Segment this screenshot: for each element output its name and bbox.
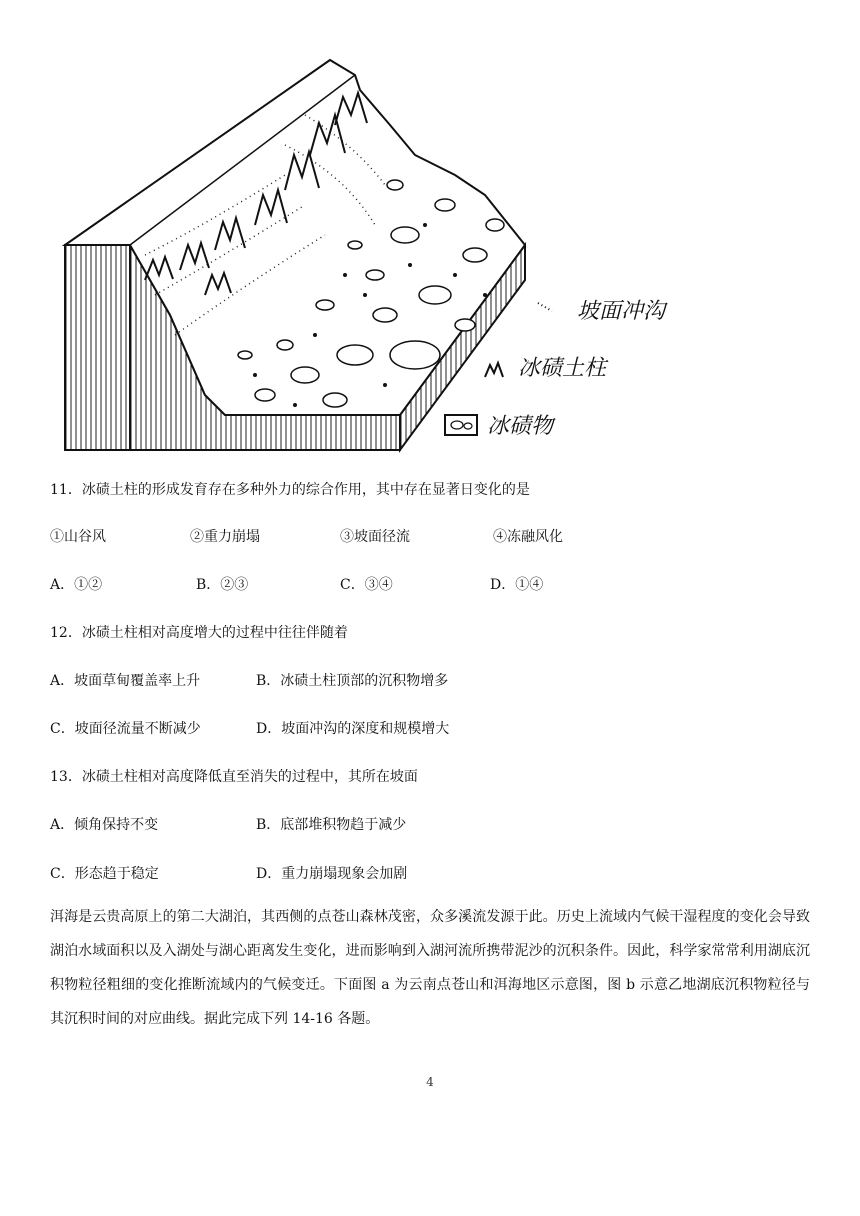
q12-option-b[interactable]: B．冰碛土柱顶部的沉积物增多 <box>256 673 449 689</box>
q11-option-d[interactable]: D．①④ <box>490 577 544 593</box>
q11-item-1: ①山谷风 <box>50 529 106 545</box>
legend-pillar <box>485 356 609 381</box>
q12-option-c[interactable]: C．坡面径流量不断减少 <box>50 721 201 737</box>
legend-deposit-label: 冰碛物 <box>487 414 554 439</box>
gully-legend-icon <box>538 303 552 311</box>
q11-option-a[interactable]: A．①② <box>50 577 103 593</box>
glacial-pillar-diagram <box>55 55 705 455</box>
page-number: 4 <box>426 1075 434 1089</box>
block-diagram-svg <box>55 55 705 455</box>
q11-option-b[interactable]: B．②③ <box>196 577 249 593</box>
q11-stem: 11．冰碛土柱的形成发育存在多种外力的综合作用，其中存在显著日变化的是 <box>50 482 530 498</box>
passage-text: 洱海是云贵高原上的第二大湖泊，其西侧的点苍山森林茂密，众多溪流发源于此。历史上流域内气候干湿程度的变化会导致湖泊水域面积以及入湖处与湖心距离发生变化，进而影响到入湖河流所携带泥沙的沉积条件。因此，科学家常常利用湖底沉积物粒径粗细的变化推断流域内的气候变迁。下面图 a 为云南点苍山和洱海地区示意图，图 b 示意乙地湖底沉积物粒径与其沉积时间的对应曲线。据此完成下列 14-16 各题。 <box>50 909 810 1027</box>
q12-stem: 12．冰碛土柱相对高度增大的过程中往往伴随着 <box>50 625 348 641</box>
q13-option-b[interactable]: B．底部堆积物趋于减少 <box>256 817 407 833</box>
legend-pillar-label: 冰碛土柱 <box>518 356 607 381</box>
q11-item-4: ④冻融风化 <box>493 529 563 545</box>
q12-option-d[interactable]: D．坡面冲沟的深度和规模增大 <box>256 721 450 737</box>
legend-gully <box>538 299 668 324</box>
pillar-legend-icon <box>485 363 503 377</box>
q13-option-c[interactable]: C．形态趋于稳定 <box>50 866 159 882</box>
q12-option-a[interactable]: A．坡面草甸覆盖率上升 <box>50 673 201 689</box>
q11-item-2: ②重力崩塌 <box>190 529 260 545</box>
legend-gully-label: 坡面冲沟 <box>577 299 666 324</box>
legend-deposit <box>445 414 556 439</box>
q11-item-3: ③坡面径流 <box>340 529 410 545</box>
q13-option-a[interactable]: A．倾角保持不变 <box>50 817 159 833</box>
q13-stem: 13．冰碛土柱相对高度降低直至消失的过程中，其所在坡面 <box>50 769 418 785</box>
q11-option-c[interactable]: C．③④ <box>340 577 393 593</box>
q13-option-d[interactable]: D．重力崩塌现象会加剧 <box>256 866 408 882</box>
